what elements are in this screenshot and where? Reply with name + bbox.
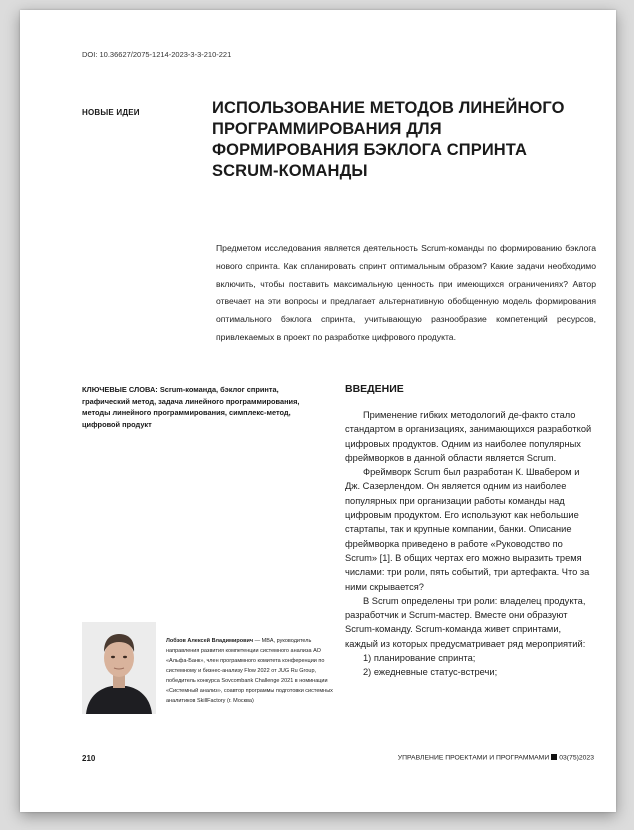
section-label: НОВЫЕ ИДЕИ [82, 108, 140, 117]
article-title: ИСПОЛЬЗОВАНИЕ МЕТОДОВ ЛИНЕЙНОГО ПРОГРАММИРОВАНИЯ ДЛЯ ФОРМИРОВАНИЯ БЭКЛОГА СПРИНТА SCRUM-КОМАНДЫ [212, 99, 565, 180]
paragraph: Фреймворк Scrum был разработан К. Швабером и Дж. Сазерлендом. Он является одним из наиболее популярных при организации работы команды над цифровым продуктом. Его используют как небольшие стартапы, так и крупные компании, банки. Описание фреймворка приведено в работе «Руководство по Scrum» [1]. В общих чертах его можно выразить тремя числами: три роли, пять событий, три артефакта. Что за ними скрывается? [345, 467, 590, 592]
abstract: Предметом исследования является деятельность Scrum-команды по формированию бэклога нового спринта. Как спланировать спринт оптимальным образом? Какие задачи необходимо включить, чтобы поставить максимальную ценность при имеющихся ограничениях? Автор отвечает на эти вопросы и предлагает альтернативную обобщенную модель формирования оптимального бэклога спринта, учитывающую разнообразие компетенций ресурсов, привлекаемых в проект по разработке цифрового продукта. [216, 243, 596, 342]
paragraph: Применение гибких методологий де-факто стало стандартом в организациях, занимающихся разработкой цифровых продуктов. Одним из наиболее популярных фреймворков в данной области является Scrum. [345, 410, 592, 463]
author-description: — MBA, руководитель направления развития компетенции системного анализа АО «Альфа-Банк», член программного комитета конференции по системному и бизнес-анализу Flow 2022 от JUG Ru Group, победитель конкурса Sovcombank Challenge 2021 в номинации «Системный анализ», соавтор программы подготовки системных аналитиков SkillFactory (г. Москва) [166, 638, 333, 704]
keywords [82, 384, 312, 430]
author-portrait-image [82, 622, 156, 714]
keywords-label: КЛЮЧЕВЫЕ СЛОВА: [82, 385, 158, 394]
intro-body [345, 408, 595, 680]
journal-footer [398, 754, 594, 762]
doi: DOI: 10.36627/2075-1214-2023-3-3-210-221 [82, 50, 232, 59]
square-separator-icon [551, 754, 557, 760]
journal-name: УПРАВЛЕНИЕ ПРОЕКТАМИ И ПРОГРАММАМИ [397, 754, 550, 762]
keywords-text: Scrum-команда, бэклог спринта, графический метод, задача линейного программирования, методы линейного программирования, симплекс-метод, цифровой продукт [82, 385, 300, 429]
journal-issue: 03(75)2023 [559, 754, 594, 762]
list-item: 1) планирование спринта; [363, 653, 476, 664]
author-name: Лобзов Алексей Владимирович [166, 638, 254, 644]
intro-heading: ВВЕДЕНИЕ [345, 383, 404, 395]
author-photo [82, 622, 156, 714]
list-item: 2) ежедневные статус-встречи; [363, 667, 498, 678]
journal-page [20, 10, 616, 812]
author-bio [166, 636, 341, 706]
page-number: 210 [82, 754, 96, 763]
paragraph: В Scrum определены три роли: владелец продукта, разработчик и Scrum-мастер. Вместе они образуют Scrum-команду. Scrum-команда живет спринтами, каждый из которых предусматривает ряд мероприятий: [345, 595, 586, 649]
